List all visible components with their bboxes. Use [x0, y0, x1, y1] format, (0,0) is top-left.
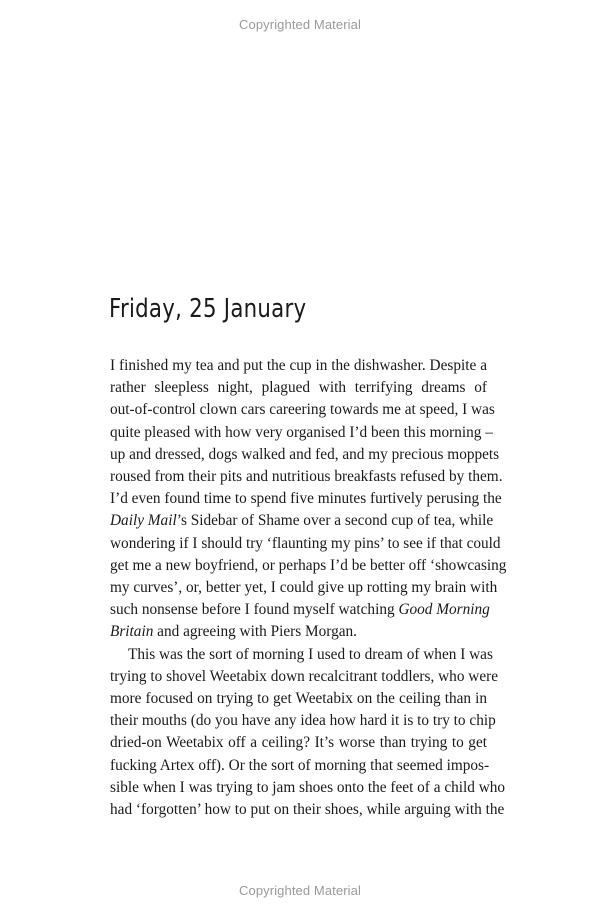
- text-run: ’s Sidebar of Shame over a second cup of tea, while: [176, 512, 494, 530]
- italic-title: Daily Mail: [110, 512, 177, 530]
- text-line: This was the sort of morning I used to dream of when I was: [128, 645, 493, 663]
- text-line: their mouths (do you have any idea how hard it is to try to chip: [110, 712, 496, 730]
- chapter-heading: Friday, 25 January: [109, 294, 307, 324]
- text-line: trying to shovel Weetabix down recalcitrant toddlers, who were: [110, 667, 499, 685]
- italic-title: Good Morning: [398, 601, 490, 619]
- paragraph-1: [110, 355, 507, 644]
- text-line: out-of-control clown cars careering towards me at speed, I was: [110, 401, 495, 419]
- text-line: [110, 510, 494, 532]
- text-line: quite pleased with how very organised I’d been this morning –: [110, 423, 493, 441]
- text-line: fucking Artex off). Or the sort of morning that seemed impos-: [110, 756, 490, 774]
- text-line: I’d even found time to spend five minutes furtively perusing the: [110, 490, 502, 508]
- italic-title: Britain: [110, 623, 154, 641]
- text-line: wondering if I should try ‘flaunting my pins’ to see if that could: [110, 534, 501, 552]
- text-run: and agreeing with Piers Morgan.: [153, 623, 357, 641]
- text-line: [110, 599, 490, 621]
- text-line: dried-on Weetabix off a ceiling? It’s worse than trying to get: [110, 734, 487, 752]
- text-line: more focused on trying to get Weetabix on the ceiling than in: [110, 690, 487, 708]
- text-line: rather sleepless night, plagued with terrifying dreams of: [110, 379, 487, 397]
- text-line: [110, 621, 487, 643]
- text-run: such nonsense before I found myself watching: [110, 601, 399, 619]
- text-line: roused from their pits and nutritious breakfasts refused by them.: [110, 468, 503, 486]
- copyright-watermark-bottom: Copyrighted Material: [239, 883, 361, 898]
- text-line: get me a new boyfriend, or perhaps I’d be better off ‘showcasing: [110, 556, 507, 574]
- text-line: up and dressed, dogs walked and fed, and my precious moppets: [110, 445, 500, 463]
- paragraph-2: [110, 644, 506, 822]
- text-line: I finished my tea and put the cup in the dishwasher. Despite a: [110, 357, 487, 374]
- body-text: [110, 355, 507, 821]
- copyright-watermark-top: Copyrighted Material: [239, 17, 361, 32]
- text-line: had ‘forgotten’ how to put on their shoes, while arguing with the: [110, 801, 505, 819]
- text-line: my curves’, or, better yet, I could give up rotting my brain with: [110, 579, 498, 597]
- text-line: sible when I was trying to jam shoes onto the feet of a child who: [110, 778, 506, 796]
